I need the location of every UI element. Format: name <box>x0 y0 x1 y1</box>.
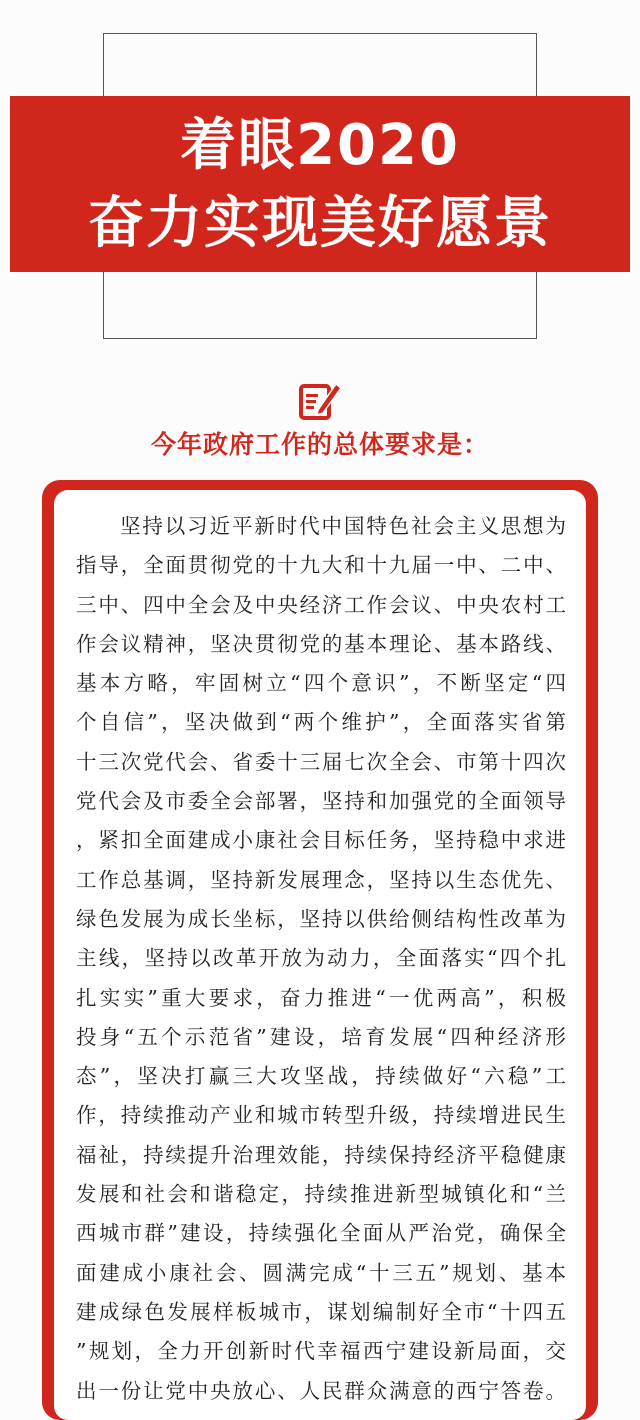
body-line: 个自信”，坚决做到“两个维护”，全面落实省第 <box>76 710 566 735</box>
banner-title-line1: 着眼2020 <box>180 113 460 178</box>
body-line: 扎实实”重大要求，奋力推进“一优两高”，积极 <box>76 985 566 1010</box>
body-line: 工作总基调，坚持新发展理念，坚持以生态优先、 <box>76 867 566 892</box>
body-line: 作会议精神，坚决贯彻党的基本理论、基本路线、 <box>76 631 566 656</box>
body-line: 十三次党代会、省委十三届七次全会、市第十四次 <box>76 749 566 774</box>
section-heading: 今年政府工作的总体要求是： <box>150 430 489 459</box>
body-line: 西城市群”建设，持续强化全面从严治党，确保全 <box>76 1221 566 1246</box>
body-line: 绿色发展为成长坐标，坚持以供给侧结构性改革为 <box>76 906 566 931</box>
banner-title-line2: 奋力实现美好愿景 <box>88 191 552 256</box>
title-banner <box>10 96 630 272</box>
body-line: 坚持以习近平新时代中国特色社会主义思想为 <box>120 514 566 538</box>
body-line: 指导，全面贯彻党的十九大和十九届一中、二中、 <box>76 553 566 578</box>
body-line: 发展和社会和谐稳定，持续推进新型城镇化和“兰 <box>76 1182 566 1207</box>
body-line: 态”，坚决打赢三大攻坚战，持续做好“六稳”工 <box>76 1064 566 1089</box>
body-line: 出一份让党中央放心、人民群众满意的西宁答卷。 <box>76 1378 566 1403</box>
body-line: 基本方略，牢固树立“四个意识”，不断坚定“四 <box>76 671 566 696</box>
body-line: ”规划，全力开创新时代幸福西宁建设新局面，交 <box>76 1339 566 1364</box>
body-line: 投身“五个示范省”建设，培育发展“四种经济形 <box>76 1024 566 1049</box>
body-text <box>76 507 566 1411</box>
body-line: 主线，坚持以改革开放为动力，全面落实“四个扎 <box>76 946 566 971</box>
body-line: 福祉，持续提升治理效能，持续保持经济平稳健康 <box>76 1142 566 1167</box>
body-line: 三中、四中全会及中央经济工作会议、中央农村工 <box>76 592 566 617</box>
body-line: 面建成小康社会、圆满完成“十三五”规划、基本 <box>76 1260 566 1285</box>
edit-note-icon <box>298 378 342 422</box>
body-line: 党代会及市委全会部署，坚持和加强党的全面领导 <box>76 789 566 814</box>
body-line: ，紧扣全面建成小康社会目标任务，坚持稳中求进 <box>76 828 566 853</box>
body-line: 作，持续推动产业和城市转型升级，持续增进民生 <box>76 1103 566 1128</box>
body-line: 建成绿色发展样板城市，谋划编制好全市“十四五 <box>76 1299 566 1324</box>
